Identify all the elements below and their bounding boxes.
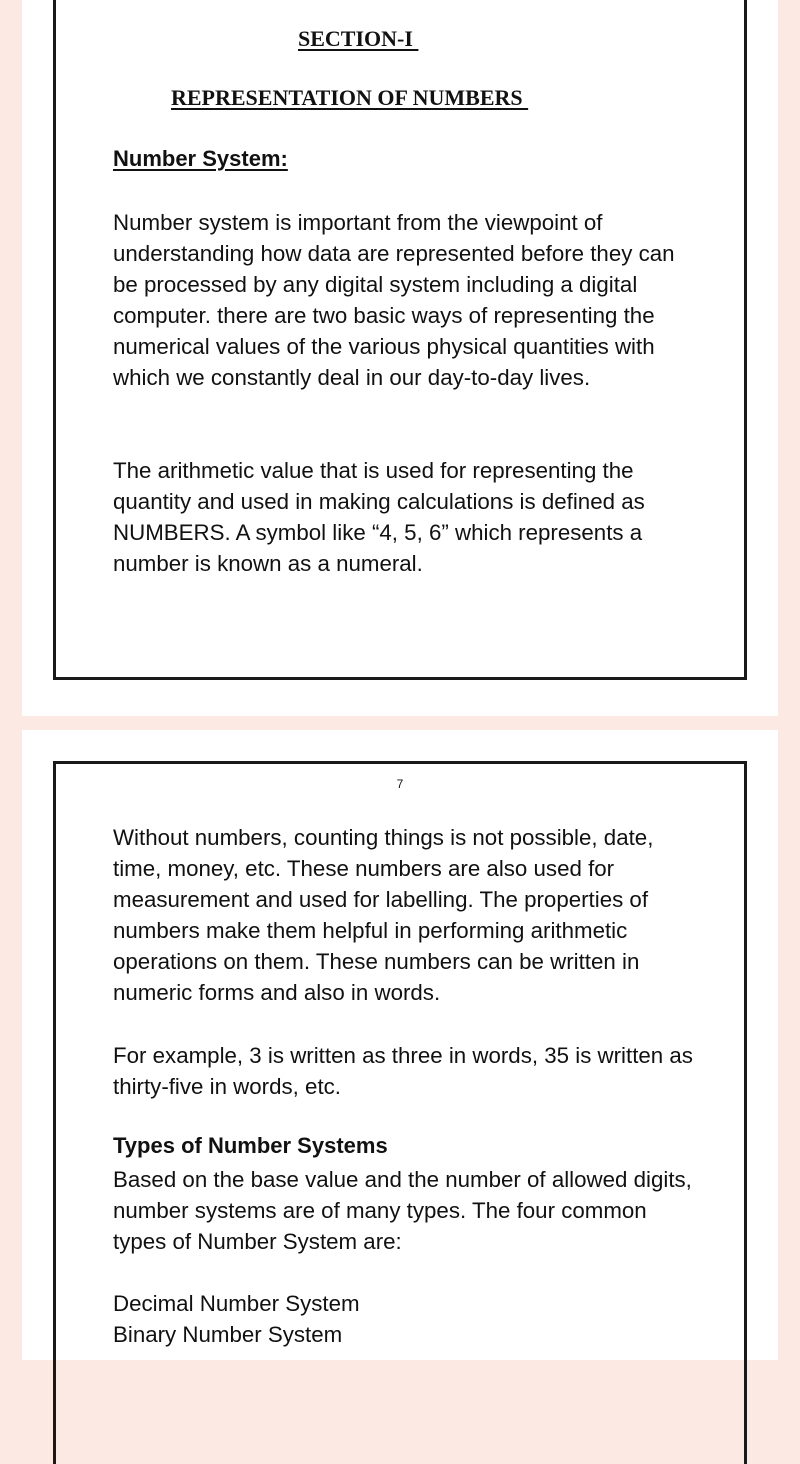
page-border-frame (53, 0, 747, 680)
types-paragraph: Based on the base value and the number of allowed digits, number systems are of many types. The four common types of Number System are: (113, 1167, 692, 1254)
intro-paragraph: Number system is important from the viewpoint of understanding how data are represented before they can be processed by any digital system including a digital computer. there are two basic ways of representing the numerical values of the various physical quantities with which we constantly deal in our day-to-day lives. (113, 210, 675, 390)
number-system-types-list (113, 1288, 360, 1350)
page-number: 7 (396, 777, 404, 791)
page-border-frame (53, 761, 747, 1464)
section-title: SECTION-I (298, 26, 419, 51)
list-item: Binary Number System (113, 1322, 343, 1347)
example-paragraph: For example, 3 is written as three in words, 35 is written as thirty-five in words, etc. (113, 1043, 693, 1099)
numbers-definition-paragraph: The arithmetic value that is used for representing the quantity and used in making calculations is defined as NUMBERS. A symbol like “4, 5, 6” which represents a number is known as a numeral. (113, 458, 645, 576)
list-item: Decimal Number System (113, 1291, 360, 1316)
document-page-2 (22, 730, 778, 1360)
document-page-1 (22, 0, 778, 716)
chapter-title: REPRESENTATION OF NUMBERS (171, 85, 529, 110)
numbers-usage-paragraph: Without numbers, counting things is not possible, date, time, money, etc. These numbers are also used for measurement and used for labelling. The properties of numbers make them helpful in performing arithmetic operations on them. These numbers can be written in numeric forms and also in words. (113, 825, 654, 1005)
types-heading: Types of Number Systems (113, 1133, 388, 1158)
number-system-heading: Number System: (113, 146, 288, 171)
